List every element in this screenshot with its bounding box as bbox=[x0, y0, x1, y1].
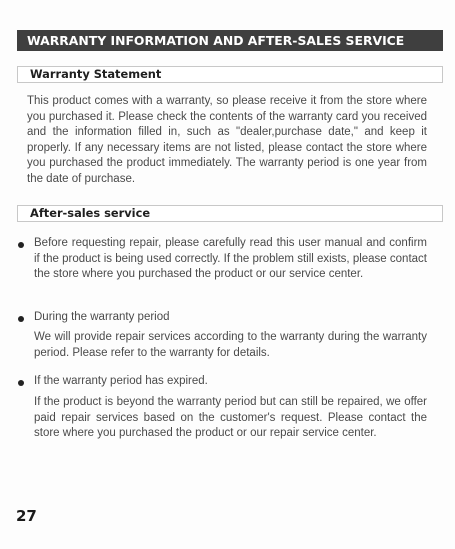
bullet-icon bbox=[18, 316, 24, 322]
list-item-detail: If the product is beyond the warranty period but can still be repaired, we offer paid repair services based on the customer's request. Please contact the store where you purchased the product or our repair service center. bbox=[34, 396, 427, 440]
list-item-detail: We will provide repair services according to the warranty during the warranty period. Please refer to the warranty for details. bbox=[34, 331, 427, 359]
section-heading-after-sales: After-sales service bbox=[17, 205, 443, 222]
page-title: WARRANTY INFORMATION AND AFTER-SALES SERVICE bbox=[17, 30, 443, 51]
list-item-text: Before requesting repair, please carefully read this user manual and confirm if the product is being used correctly. If the problem still exists, please contact the store where you purchased the product or our service center. bbox=[34, 237, 427, 281]
warranty-statement-paragraph: This product comes with a warranty, so please receive it from the store where you purchased it. Please check the contents of the warranty card you received and the information filled in, such as "dealer,purchase date," and keep it properly. If any necessary items are not listed, please contact the store where you purchased the product immediately. The warranty period is one year from the date of purchase. bbox=[27, 95, 427, 185]
list-item-text: During the warranty period bbox=[34, 311, 170, 323]
bullet-icon bbox=[18, 380, 24, 386]
list-item-text: If the warranty period has expired. bbox=[34, 375, 208, 387]
page-number: 27 bbox=[16, 507, 37, 525]
section-heading-warranty-statement: Warranty Statement bbox=[17, 66, 443, 83]
bullet-icon bbox=[18, 242, 24, 248]
